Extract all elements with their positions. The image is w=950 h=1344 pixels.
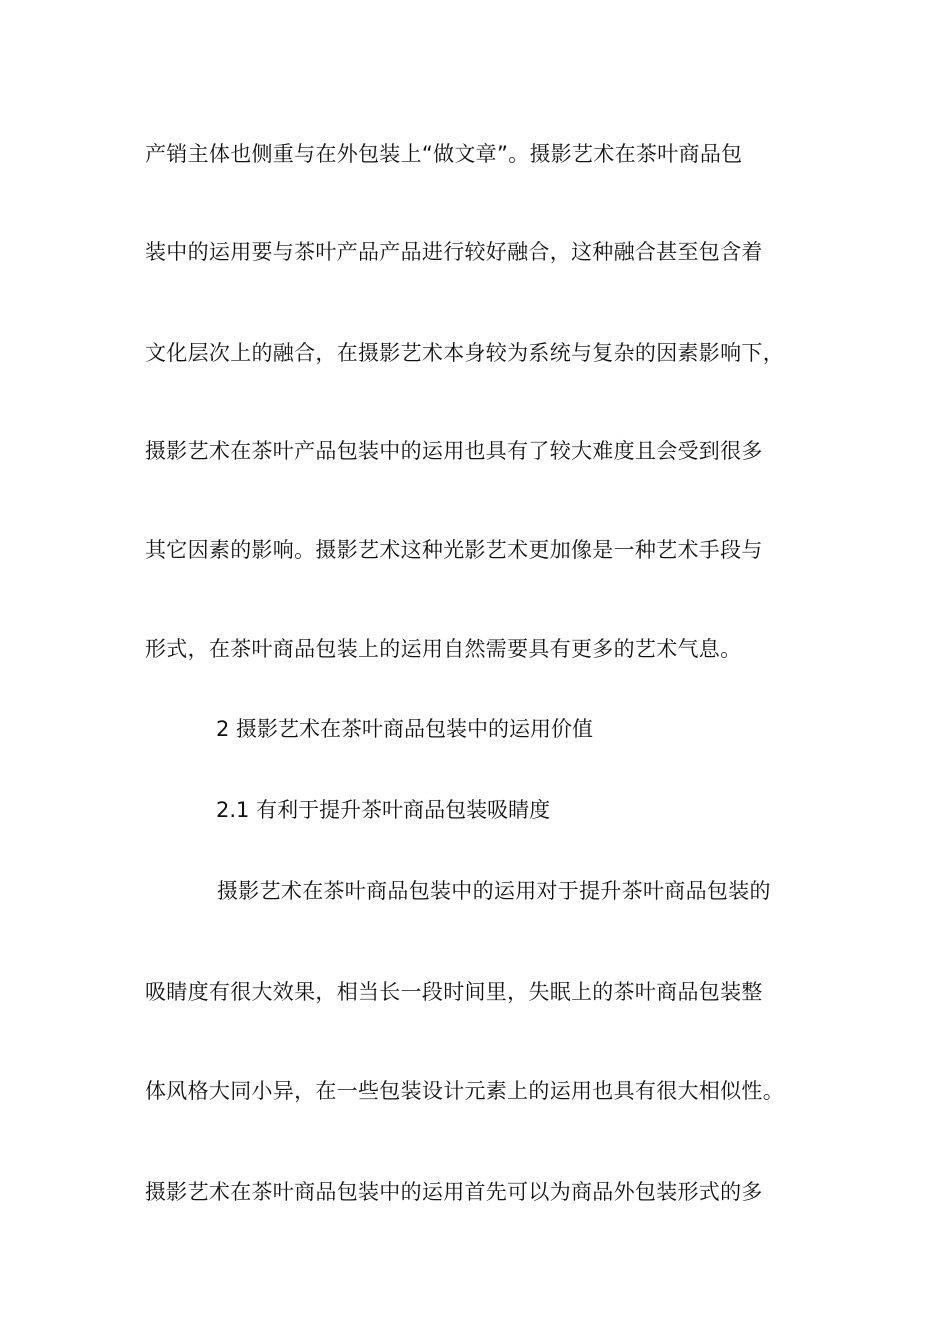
paragraph-line: 其它因素的影响。摄影艺术这种光影艺术更加像是一种艺术手段与 <box>145 538 763 562</box>
paragraph-first-line: 摄影艺术在茶叶商品包装中的运用对于提升茶叶商品包装的 <box>217 879 771 903</box>
paragraph-line: 产销主体也侧重与在外包装上“做文章”。摄影艺术在茶叶商品包 <box>145 142 743 166</box>
paragraph-line: 形式，在茶叶商品包装上的运用自然需要具有更多的艺术气息。 <box>145 637 742 661</box>
paragraph-line: 摄影艺术在茶叶商品包装中的运用首先可以为商品外包装形式的多 <box>145 1180 763 1204</box>
paragraph-line: 摄影艺术在茶叶产品包装中的运用也具有了较大难度且会受到很多 <box>145 439 763 463</box>
paragraph-line: 文化层次上的融合，在摄影艺术本身较为系统与复杂的因素影响下， <box>145 341 784 365</box>
section-heading: 2 摄影艺术在茶叶商品包装中的运用价值 <box>216 717 594 741</box>
subsection-heading: 2.1 有利于提升茶叶商品包装吸睛度 <box>216 798 551 822</box>
paragraph-line: 吸睛度有很大效果，相当长一段时间里，失眠上的茶叶商品包装整 <box>145 980 763 1004</box>
paragraph-line: 装中的运用要与茶叶产品产品进行较好融合，这种融合甚至包含着 <box>145 240 763 264</box>
paragraph-line: 体风格大同小异，在一些包装设计元素上的运用也具有很大相似性。 <box>145 1079 784 1103</box>
